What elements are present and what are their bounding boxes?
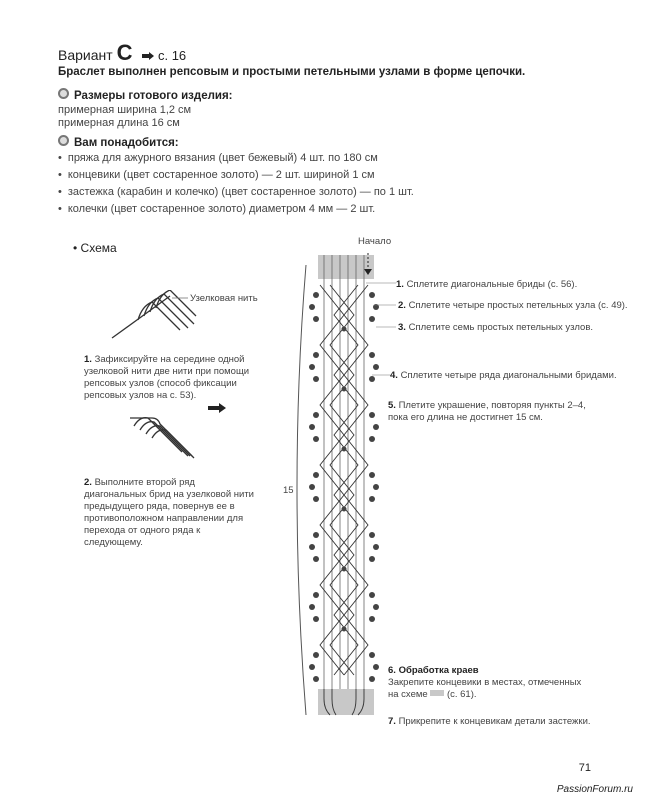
right-step-1: 1. Сплетите диагональные бриды (с. 56). bbox=[396, 279, 578, 290]
knot-diagram-2 bbox=[128, 408, 208, 468]
length-label: 15 bbox=[283, 485, 294, 496]
arrow-icon bbox=[142, 52, 154, 60]
page-number: 71 bbox=[578, 762, 591, 774]
right-step-4: 4. Сплетите четыре ряда диагональными бридами. bbox=[390, 370, 617, 381]
right-arrow-icon bbox=[208, 403, 226, 413]
material-item: • пряжа для ажурного вязания (цвет бежевый) 4 шт. по 180 см bbox=[58, 152, 378, 164]
watermark: PassionForum.ru bbox=[556, 784, 633, 795]
knot-diagram-1 bbox=[110, 290, 200, 350]
right-step-7: 7. Прикрепите к концевикам детали застежки. bbox=[388, 716, 591, 727]
bullet-circle-icon bbox=[58, 135, 69, 146]
size-width: примерная ширина 1,2 см bbox=[58, 104, 192, 116]
right-step-3: 3. Сплетите семь простых петельных узлов. bbox=[398, 322, 594, 333]
left-step-2: 2. Выполните второй ряд диагональных брид на узелковой нити предыдущего ряда, повернув ее в противоположном направлении для перехода от одного ряда к следующему. bbox=[84, 477, 254, 548]
scheme-title: • Схема bbox=[73, 241, 117, 255]
right-step-2: 2. Сплетите четыре простых петельных узла (с. 49). bbox=[398, 300, 628, 311]
material-item: • концевики (цвет состаренное золото) — 2 шт. шириной 1 см bbox=[58, 169, 375, 181]
leader-lines bbox=[360, 275, 400, 405]
material-item: • колечки (цвет состаренное золото) диаметром 4 мм — 2 шт. bbox=[58, 203, 375, 215]
variant-heading bbox=[58, 40, 186, 66]
sizes-title: Размеры готового изделия: bbox=[58, 88, 233, 102]
page-ref bbox=[142, 48, 186, 63]
variant-letter: C bbox=[116, 40, 133, 65]
size-length: примерная длина 16 см bbox=[58, 117, 180, 129]
knot-thread-label: Узелковая нить bbox=[190, 293, 258, 304]
shade-swatch-icon bbox=[430, 690, 444, 696]
right-step-6: 6. Обработка краев Закрепите концевики в местах, отмеченных на схеме (с. 61). bbox=[388, 665, 582, 700]
start-label: Начало bbox=[358, 236, 392, 247]
bullet-circle-icon bbox=[58, 88, 69, 99]
materials-title: Вам понадобится: bbox=[58, 135, 179, 149]
variant-label: Вариант bbox=[58, 47, 113, 63]
left-step-1: 1. Зафиксируйте на середине одной узелковой нити две нити при помощи репсовых узлов (способ фиксации репсовых узлов на с. 53). bbox=[84, 354, 250, 401]
material-item: • застежка (карабин и колечко) (цвет состаренное золото) — по 1 шт. bbox=[58, 186, 414, 198]
right-step-5: 5. Плетите украшение, повторяя пункты 2–4, пока его длина не достигнет 15 см. bbox=[388, 400, 586, 423]
page-ref-text: с. 16 bbox=[157, 48, 187, 63]
intro-text: Браслет выполнен репсовым и простыми петельными узлами в форме цепочки. bbox=[58, 66, 526, 78]
